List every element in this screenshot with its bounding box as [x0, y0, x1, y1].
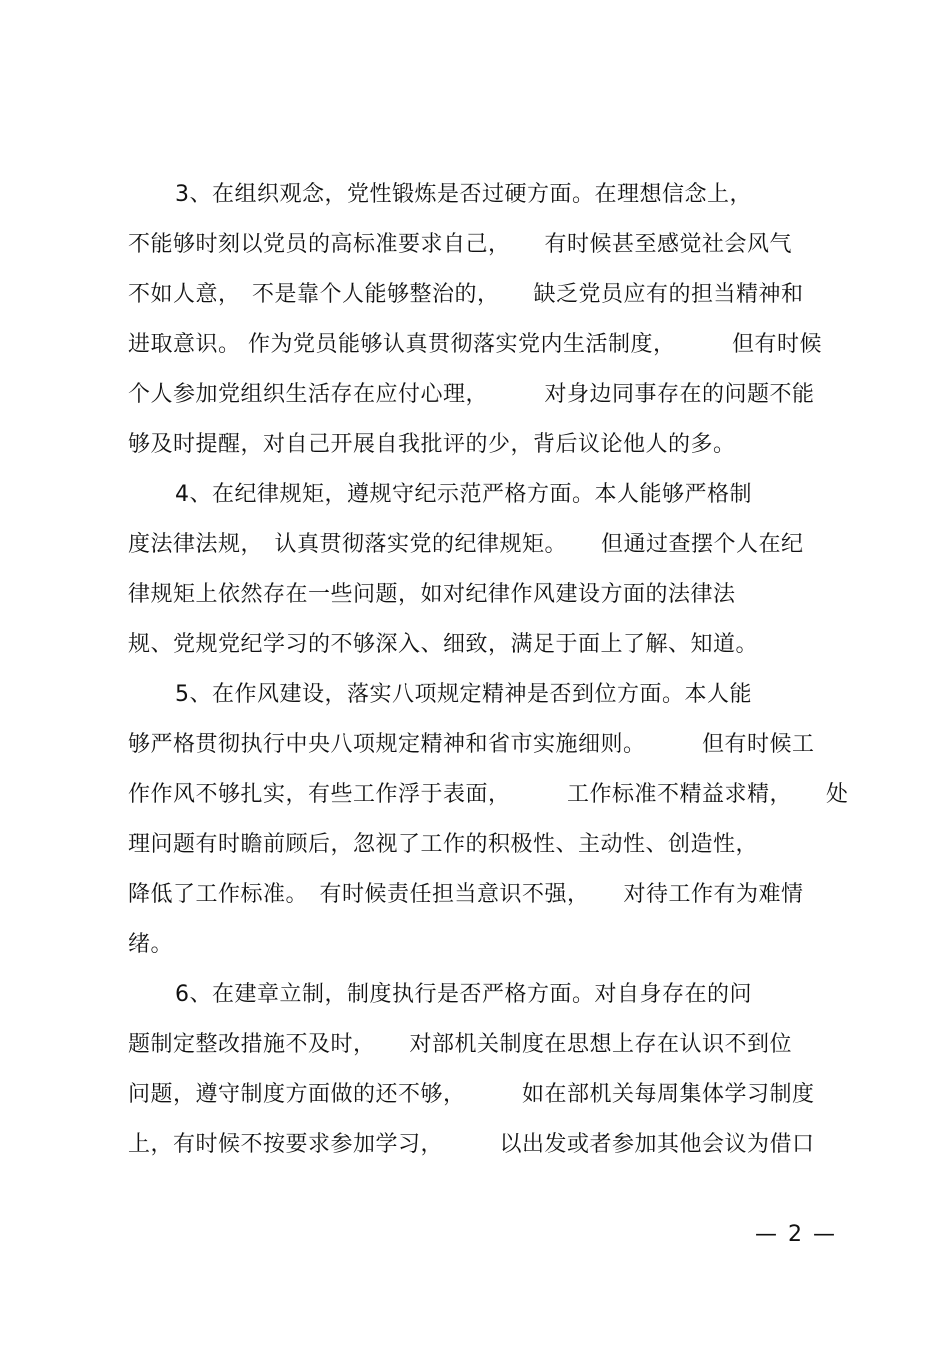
paragraph-5-line-2: 够严格贯彻执行中央八项规定精神和省市实施细则。 但有时候工	[128, 732, 815, 757]
paragraph-5-line-5: 降低了工作标准。 有时候责任担当意识不强， 对待工作有为难情	[128, 882, 804, 907]
paragraph-3-line-6: 够及时提醒，对自己开展自我批评的少，背后议论他人的多。	[128, 432, 736, 457]
paragraph-6-line-4: 上，有时候不按要求参加学习， 以出发或者参加其他会议为借口	[128, 1132, 815, 1157]
paragraph-4-line-1: 4、在纪律规矩，遵规守纪示范严格方面。本人能够严格制	[175, 482, 752, 507]
paragraph-4-line-2: 度法律法规， 认真贯彻落实党的纪律规矩。 但通过查摆个人在纪	[128, 532, 804, 557]
paragraph-6-line-1: 6、在建章立制，制度执行是否严格方面。对自身存在的问	[175, 982, 752, 1007]
paragraph-5-line-4: 理问题有时瞻前顾后，忽视了工作的积极性、主动性、创造性，	[128, 832, 759, 857]
paragraph-3-line-1: 3、在组织观念，党性锻炼是否过硬方面。在理想信念上，	[175, 182, 752, 207]
paragraph-3-line-2: 不能够时刻以党员的高标准要求自己， 有时候甚至感觉社会风气	[128, 232, 793, 257]
paragraph-5-line-3: 作作风不够扎实，有些工作浮于表面， 工作标准不精益求精， 处	[128, 782, 849, 807]
paragraph-6-line-3: 问题，遵守制度方面做的还不够， 如在部机关每周集体学习制度	[128, 1082, 815, 1107]
paragraph-6-line-2: 题制定整改措施不及时， 对部机关制度在思想上存在认识不到位	[128, 1032, 793, 1057]
page-number: — 2 —	[755, 1222, 837, 1247]
paragraph-5-line-6: 绪。	[128, 932, 174, 957]
paragraph-3-line-4: 进取意识。 作为党员能够认真贯彻落实党内生活制度， 但有时候	[128, 332, 822, 357]
paragraph-3-line-5: 个人参加党组织生活存在应付心理， 对身边同事存在的问题不能	[128, 382, 815, 407]
paragraph-5-line-1: 5、在作风建设，落实八项规定精神是否到位方面。本人能	[175, 682, 752, 707]
paragraph-3-line-3: 不如人意， 不是靠个人能够整治的， 缺乏党员应有的担当精神和	[128, 282, 804, 307]
paragraph-4-line-3: 律规矩上依然存在一些问题，如对纪律作风建设方面的法律法	[128, 582, 736, 607]
paragraph-4-line-4: 规、党规党纪学习的不够深入、细致，满足于面上了解、知道。	[128, 632, 759, 657]
